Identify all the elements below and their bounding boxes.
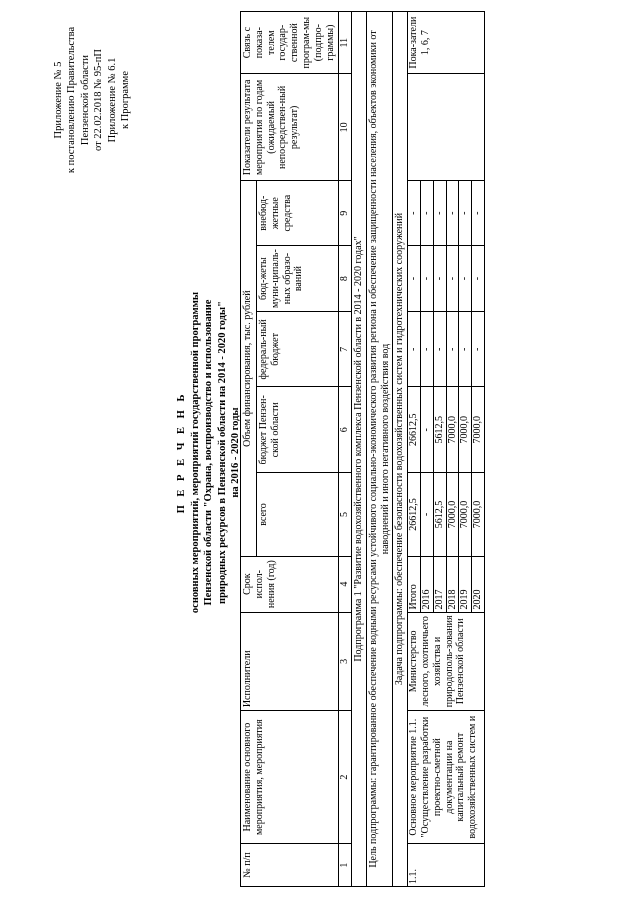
row-regional: 5612,5 bbox=[433, 387, 446, 473]
row-regional: - bbox=[420, 387, 433, 473]
title-line: Пензенской области "Охрана, воспроизводство и использование bbox=[203, 299, 215, 606]
goal-row: Цель подпрограммы: гарантированное обеспечение водными ресурсами устойчивого социально-экономического развития региона и обеспечение защищенности населения, объектов экономики от наводнений и иного негативного воздействия вод bbox=[366, 12, 393, 887]
column-number: 9 bbox=[339, 181, 352, 245]
row-federal: - bbox=[420, 312, 433, 387]
row-total: 5612,5 bbox=[433, 473, 446, 557]
column-number: 11 bbox=[339, 12, 352, 74]
row-municipal: - bbox=[459, 245, 472, 311]
row-extra: - bbox=[459, 181, 472, 245]
row-regional: 7000,0 bbox=[472, 387, 485, 473]
row-extra: - bbox=[408, 181, 421, 245]
measures-table bbox=[240, 11, 485, 887]
appendix-line: к Программе bbox=[120, 71, 132, 129]
appendix-line: к постановлению Правительства bbox=[66, 26, 78, 174]
row-total: 7000,0 bbox=[472, 473, 485, 557]
row-year: 2018 bbox=[446, 556, 459, 612]
column-number: 4 bbox=[339, 556, 352, 612]
column-number-row bbox=[339, 12, 352, 887]
title-line: основных мероприятий, мероприятий государственной программы bbox=[189, 291, 201, 614]
row-municipal: - bbox=[433, 245, 446, 311]
row-regional: 7000,0 bbox=[446, 387, 459, 473]
row-total: 26612,5 bbox=[408, 473, 421, 557]
document-title bbox=[175, 180, 243, 725]
row-extra: - bbox=[446, 181, 459, 245]
item-executor: Министерство лесного, охотничьего хозяйства и природополь-зования Пензенской области bbox=[408, 612, 485, 711]
title-line: на 2016 - 2020 годы bbox=[230, 407, 242, 498]
appendix-line: от 22.02.2018 № 95-пП bbox=[93, 48, 105, 152]
header-executor: Исполнители bbox=[241, 612, 339, 711]
item-name: Основное мероприятие 1.1. "Осуществление разработки проектно-сметной документации на капитальный ремонт водохозяйственных систем и bbox=[408, 711, 485, 844]
appendix-line: Приложение № 5 bbox=[53, 61, 64, 139]
column-number: 10 bbox=[339, 74, 352, 181]
header-regional: бюджет Пензен-ской области bbox=[257, 387, 339, 473]
row-federal: - bbox=[446, 312, 459, 387]
appendix-line: Пензенской области bbox=[79, 54, 91, 146]
row-total: - bbox=[420, 473, 433, 557]
appendix-header bbox=[52, 15, 132, 185]
appendix-line: Приложение № 6.1 bbox=[106, 57, 118, 143]
row-municipal: - bbox=[472, 245, 485, 311]
row-year: 2020 bbox=[472, 556, 485, 612]
header-indicators: Показатели результата мероприятия по годам (ожидаемый непосредствен-ный результат) bbox=[241, 74, 339, 181]
row-municipal: - bbox=[408, 245, 421, 311]
column-number: 3 bbox=[339, 612, 352, 711]
header-num: № п/п bbox=[241, 844, 339, 887]
column-number: 8 bbox=[339, 245, 352, 311]
row-municipal: - bbox=[420, 245, 433, 311]
title-heading: П Е Р Е Ч Е Н Ь bbox=[176, 391, 187, 514]
row-federal: - bbox=[408, 312, 421, 387]
item-num: 1.1. bbox=[408, 844, 485, 887]
table-row bbox=[408, 12, 421, 887]
header-link: Связь с показа-телем государ-ственной програм-мы (подпро-граммы) bbox=[241, 12, 339, 74]
header-funding-group: Объем финансирования, тыс. рублей bbox=[241, 181, 257, 556]
row-federal: - bbox=[459, 312, 472, 387]
header-total: всего bbox=[257, 473, 339, 557]
row-extra: - bbox=[433, 181, 446, 245]
column-number: 6 bbox=[339, 387, 352, 473]
row-year: 2016 bbox=[420, 556, 433, 612]
item-link: Пока-затели 1, 6, 7 bbox=[408, 12, 485, 74]
column-number: 2 bbox=[339, 711, 352, 844]
item-indicators bbox=[408, 74, 485, 181]
row-extra: - bbox=[472, 181, 485, 245]
row-year: Итого bbox=[408, 556, 421, 612]
column-number: 5 bbox=[339, 473, 352, 557]
header-municipal: бюд-жеты муни-ципаль-ных образо-ваний bbox=[257, 245, 339, 311]
header-extra: внебюд-жетные средства bbox=[257, 181, 339, 245]
column-number: 7 bbox=[339, 312, 352, 387]
column-number: 1 bbox=[339, 844, 352, 887]
header-federal: федераль-ный бюджет bbox=[257, 312, 339, 387]
row-federal: - bbox=[472, 312, 485, 387]
row-total: 7000,0 bbox=[446, 473, 459, 557]
row-federal: - bbox=[433, 312, 446, 387]
row-year: 2019 bbox=[459, 556, 472, 612]
task-row: Задача подпрограммы: обеспечение безопасности водохозяйственных систем и гидротехнических сооружений bbox=[393, 12, 408, 887]
header-term: Срок испол-нения (год) bbox=[241, 556, 339, 612]
header-name: Наименование основного мероприятия, мероприятия bbox=[241, 711, 339, 844]
row-extra: - bbox=[420, 181, 433, 245]
row-total: 7000,0 bbox=[459, 473, 472, 557]
subprogram-row: Подпрограмма 1 "Развитие водохозяйственного комплекса Пензенской области в 2014 - 2020 годах" bbox=[352, 12, 367, 887]
title-line: природных ресурсов в Пензенской области на 2014 - 2020 годы" bbox=[216, 301, 228, 604]
row-regional: 7000,0 bbox=[459, 387, 472, 473]
row-regional: 26612,5 bbox=[408, 387, 421, 473]
row-municipal: - bbox=[446, 245, 459, 311]
row-year: 2017 bbox=[433, 556, 446, 612]
